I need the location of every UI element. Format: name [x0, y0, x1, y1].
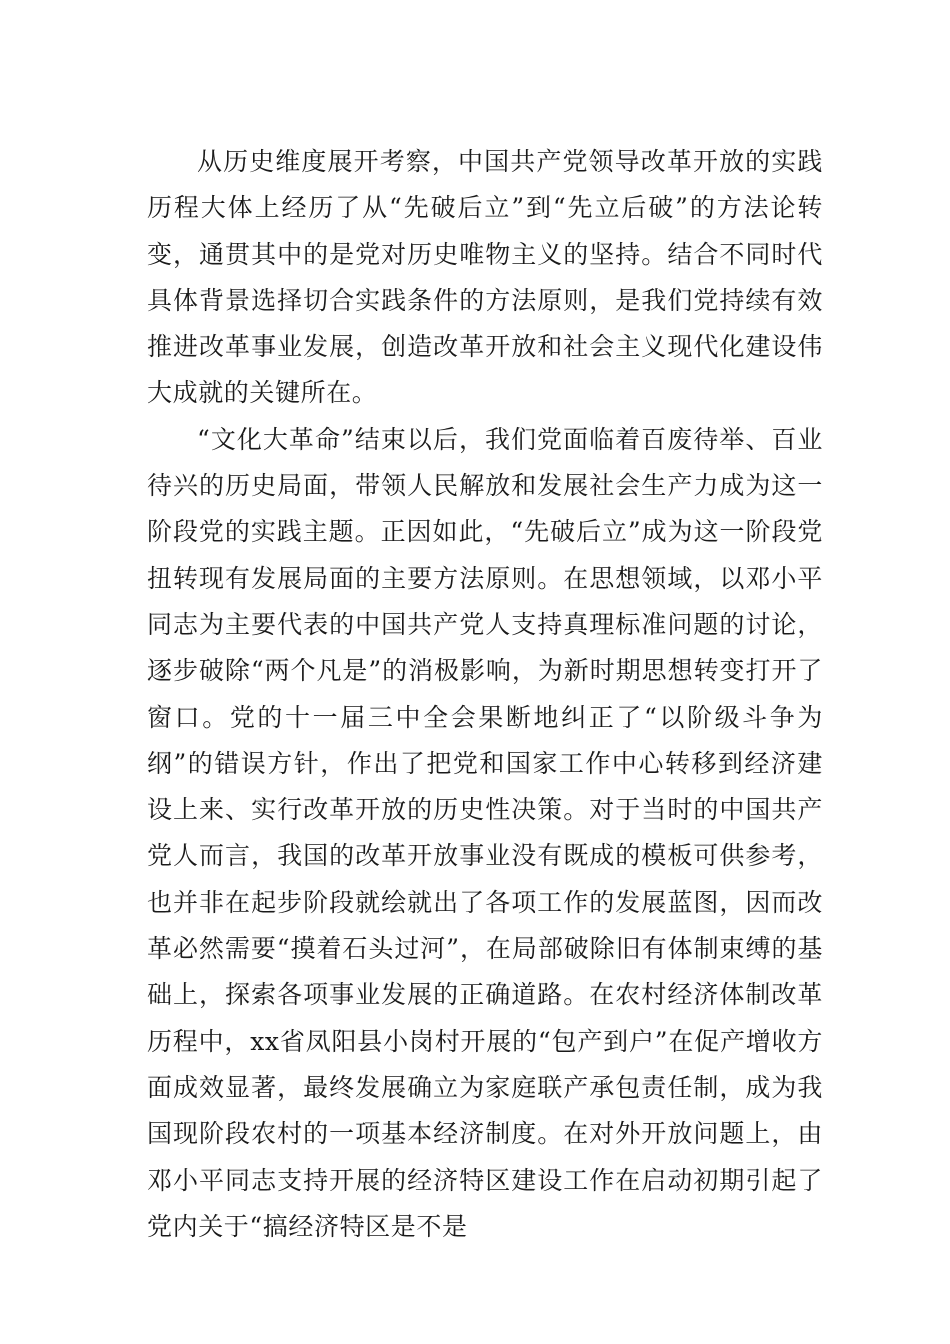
document-body	[147, 139, 823, 1250]
paragraph-1: 从历史维度展开考察，中国共产党领导改革开放的实践历程大体上经历了从“先破后立”到“先立后破”的方法论转变，通贯其中的是党对历史唯物主义的坚持。结合不同时代具体背景选择切合实践条件的方法原则，是我们党持续有效推进改革事业发展，创造改革开放和社会主义现代化建设伟大成就的关键所在。	[147, 147, 823, 408]
paragraph-2: “文化大革命”结束以后，我们党面临着百废待举、百业待兴的历史局面，带领人民解放和发展社会生产力成为这一阶段党的实践主题。正因如此，“先破后立”成为这一阶段党扭转现有发展局面的主要方法原则。在思想领域，以邓小平同志为主要代表的中国共产党人支持真理标准问题的讨论，逐步破除“两个凡是”的消极影响，为新时期思想转变打开了窗口。党的十一届三中全会果断地纠正了“以阶级斗争为纲”的错误方针，作出了把党和国家工作中心转移到经济建设上来、实行改革开放的历史性决策。对于当时的中国共产党人而言，我国的改革开放事业没有既成的模板可供参考，也并非在起步阶段就绘就出了各项工作的发展蓝图，因而改革必然需要“摸着石头过河”，在局部破除旧有体制束缚的基础上，探索各项事业发展的正确道路。在农村经济体制改革历程中，xx省凤阳县小岗村开展的“包产到户”在促产增收方面成效显著，最终发展确立为家庭联产承包责任制，成为我国现阶段农村的一项基本经济制度。在对外开放问题上，由邓小平同志支持开展的经济特区建设工作在启动初期引起了党内关于“搞经济特区是不是	[147, 424, 823, 1241]
